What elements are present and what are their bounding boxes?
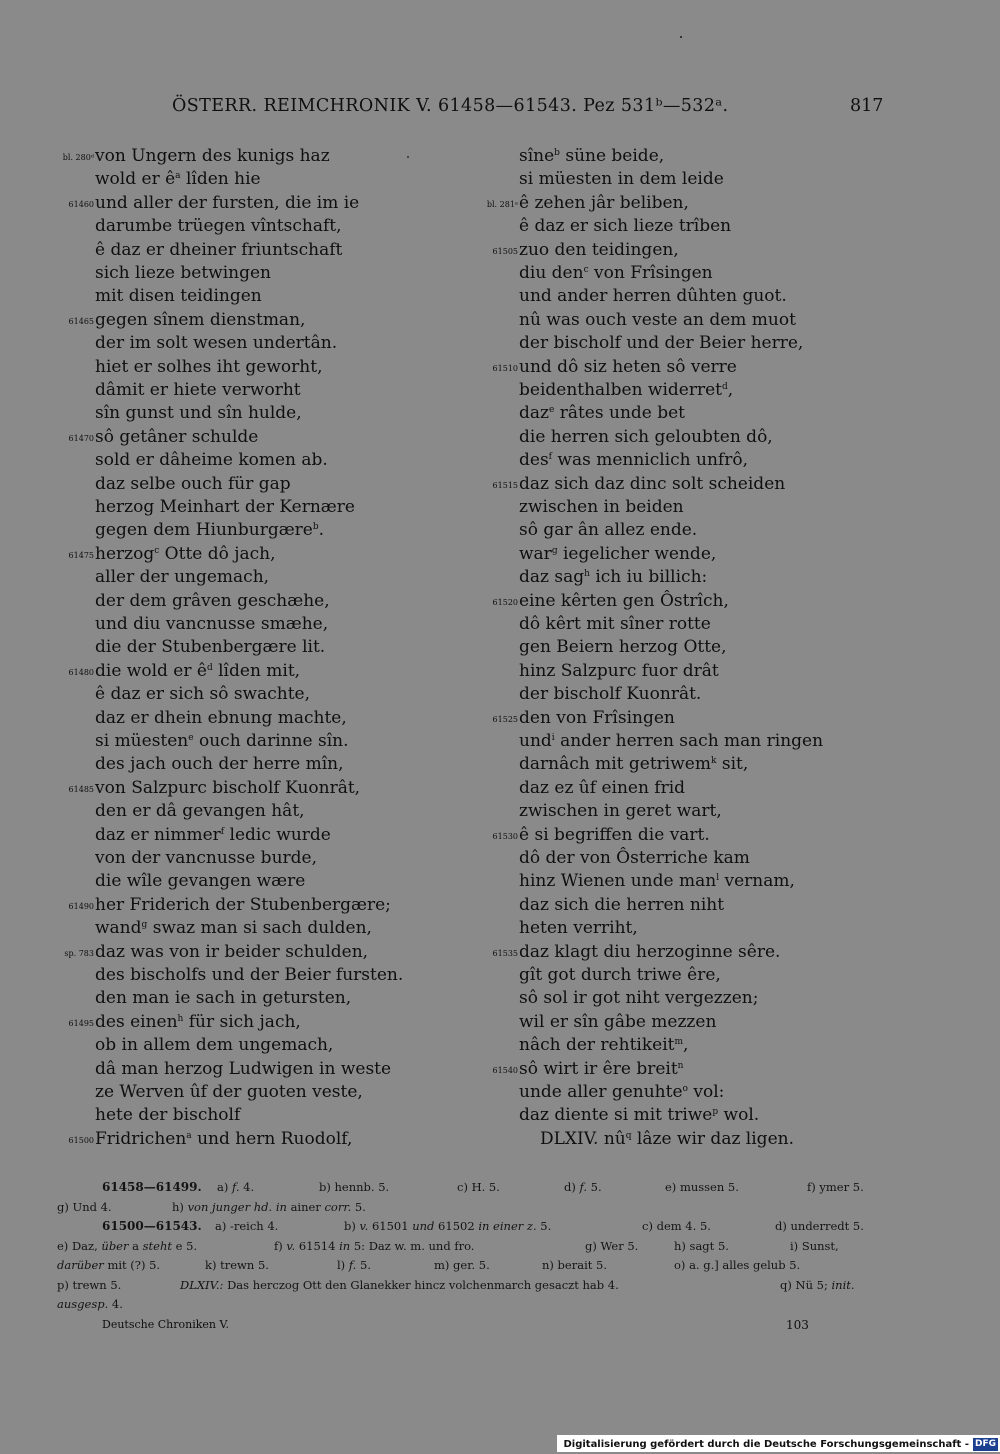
line-number: 61495 [68,1018,94,1028]
verse-text: dâmit er hiete verworht [95,380,301,400]
verse-text: sich lieze betwingen [95,263,271,283]
footnote-line [57,1278,880,1297]
verse-line [0,566,470,589]
footnote-line [57,1180,880,1199]
line-number: 61540 [492,1065,518,1075]
verse-text: hete der bischolf [95,1105,241,1126]
funding-text: Digitalisierung gefördert durch die Deutsche Forschungsgemeinschaft - [563,1438,969,1450]
verse-line [0,964,470,987]
verse-line [0,309,470,332]
footnote-entry: 61500—61543. [102,1219,202,1233]
verse-line [0,1058,470,1081]
verse-line [470,1034,1000,1057]
verse-line [0,519,470,542]
verse-text: und ander herren dûhten guot. [519,286,787,307]
verse-text: ê zehen jâr beliben, [519,192,689,213]
verse-line [0,1081,470,1104]
verse-line [0,590,470,613]
verse-text: ê daz er dheiner friuntschaft [95,239,343,260]
verse-text: sô getâner schulde [95,426,259,447]
footnote-entry: b) hennb. 5. [319,1180,390,1194]
verse-text: sô sol ir got niht vergezzen; [519,988,759,1009]
line-number: 61490 [68,901,94,911]
verse-line [470,262,1000,285]
verse-text: gen Beiern herzog Otte, [519,637,727,658]
verse-line [470,707,1000,730]
verse-line [470,1081,1000,1104]
verse-line [0,402,470,425]
verse-line [0,239,470,262]
footnote-line [57,1297,880,1316]
verse-text: eine kêrten gen Ôstrîch, [519,590,729,611]
verse-text: die herren sich geloubten dô, [519,426,773,447]
verse-line [470,730,1000,753]
verse-line [470,824,1000,847]
verse-text: daz sich daz dinc solt scheiden [519,473,786,494]
verse-text: des$^f$ was menniclich unfrô, [519,450,748,471]
verse-line [0,543,470,566]
footnote-entry: b) v. 61501 und 61502 in einer z. 5. [344,1219,552,1233]
verse-line [470,683,1000,706]
verse-text: her Friderich der Stubenbergære; [95,894,391,915]
verse-line [0,753,470,776]
footnote-entry: d) underredt 5. [775,1219,864,1233]
verse-text: war$^g$ iegelicher wende, [519,543,717,564]
verse-text: die wold er $ê^d$ lîden mit, [95,660,301,681]
verse-text: si müesten$^e$ ouch darinne sîn. [95,731,349,751]
footnote-entry: DLXIV.: Das herczog Ott den Glanekker hincz volchenmarch gesaczt hab 4. [180,1277,619,1292]
line-number: 61480 [68,667,94,677]
verse-text: hiet er solhes iht geworht, [95,356,323,377]
verse-line [470,496,1000,519]
verse-line [0,870,470,893]
verse-text: der bischolf und der Beier herre, [519,333,804,354]
footnote-entry: h) sagt 5. [674,1238,729,1253]
verse-line [0,660,470,683]
verse-line [470,332,1000,355]
verse-line [470,168,1000,191]
verse-text: unde aller genuhte$^o$ vol: [519,1082,725,1102]
verse-text: ê si begriffen die vart. [519,824,710,845]
verse-text: wil er sîn gâbe mezzen [519,1011,717,1032]
verse-line [0,145,470,168]
verse-line [470,449,1000,472]
line-number: 61515 [492,480,518,490]
verse-text: ze Werven ûf der guoten veste, [95,1082,363,1102]
verse-line [0,847,470,870]
verse-text: sîn gunst und sîn hulde, [95,403,302,424]
verse-line [0,730,470,753]
line-number: 61505 [492,246,518,256]
verse-line [470,566,1000,589]
line-number: 61500 [68,1135,94,1145]
verse-line [0,1104,470,1127]
verse-text: zwischen in geret wart, [519,801,722,822]
verse-line [470,192,1000,215]
verse-line [470,1058,1000,1081]
verse-line [0,800,470,823]
footnote-entry: d) f. 5. [564,1180,602,1194]
footnote-entry: ausgesp. 4. [57,1297,123,1311]
footnote-entry: g) Wer 5. [585,1238,639,1253]
verse-line [470,870,1000,893]
verse-line [0,285,470,308]
verse-line [470,285,1000,308]
verse-text: daz er dhein ebnung machte, [95,707,347,728]
footnote-entry: c) H. 5. [457,1180,500,1194]
verse-text: beidenthalben widerret$^d$, [519,380,734,400]
verse-line [0,613,470,636]
verse-line [470,426,1000,449]
line-number: 61530 [492,831,518,841]
footnote-entry: f) ymer 5. [807,1180,864,1194]
verse-text: nû was ouch veste an dem muot [519,309,796,330]
verse-line [470,215,1000,238]
verse-text: von Salzpurc bischolf Kuonrât, [95,777,361,798]
verse-line [470,1128,1000,1151]
verse-line [0,379,470,402]
footnote-entry: o) a. g.] alles gelub 5. [674,1258,801,1272]
verse-text: die der Stubenbergære lit. [95,637,326,658]
line-number: 61465 [68,316,94,326]
dfg-logo: DFG [974,1438,996,1449]
verse-text: und dô siz heten sô verre [519,356,737,377]
verse-text: von der vancnusse burde, [95,848,317,868]
verse-line [0,987,470,1010]
verse-line [470,379,1000,402]
footnote-entry: darüber mit (?) 5. [57,1258,161,1272]
verse-line [470,894,1000,917]
verse-text: daz selbe ouch für gap [95,473,291,494]
verse-line [0,917,470,940]
verse-line [0,192,470,215]
verse-text: gît got durch triwe êre, [519,965,721,985]
verse-text: hinz Wienen unde man$^l$ vernam, [519,871,795,892]
verse-text: sô gar ân allez ende. [519,520,698,541]
verse-text: den er dâ gevangen hât, [95,801,305,822]
line-number: bl. 281ᵃ [486,199,518,209]
verse-line [470,145,1000,168]
footnote-entry: k) trewn 5. [205,1258,269,1272]
verse-line [0,1034,470,1057]
footnote-entry: f) v. 61514 in 5: Daz w. m. und fro. [274,1238,475,1253]
verse-text: sold er dâheime komen ab. [95,450,328,471]
verse-line [0,1128,470,1151]
verse-line [470,590,1000,613]
signature-mark: Deutsche Chroniken V. [102,1318,229,1331]
page-header [0,96,1000,126]
verse-text: herzog$^c$ Otte dô jach, [95,543,276,564]
verse-text: den von Frîsingen [519,707,675,728]
verse-text: mit disen teidingen [95,286,262,307]
line-number: sp. 783 [64,948,94,958]
verse-text: sîne$^b$ süne beide, [519,146,665,166]
footnote-entry: g) Und 4. [57,1199,112,1214]
page-number: 817 [850,96,884,116]
verse-line [0,426,470,449]
verse-line [470,777,1000,800]
verse-text: ê daz er sich sô swachte, [95,684,311,705]
verse-text: dô kêrt mit sîner rotte [519,614,711,634]
sheet-number: 103 [786,1318,809,1332]
line-number: 61510 [492,363,518,373]
footnote-entry: l) f. 5. [337,1258,371,1272]
footnote-entry: m) ger. 5. [434,1258,490,1272]
verse-text: zwischen in beiden [519,497,684,517]
verse-line [0,496,470,519]
verse-line [470,941,1000,964]
footnote-entry: a) f. 4. [217,1180,255,1194]
verse-line [0,262,470,285]
footnote-entry: a) -reich 4. [215,1219,279,1233]
footnote-entry: e) Daz, über a steht e 5. [57,1238,198,1253]
line-number: 61525 [492,714,518,724]
verse-text: wold er $ê^a$ lîden hie [95,169,261,190]
footnote-entry: h) von junger hd. in ainer corr. 5. [172,1199,366,1214]
line-number: 61460 [68,199,94,209]
verse-line [0,168,470,191]
scan-speck [680,36,682,38]
footnote-line [57,1200,880,1219]
verse-text: zuo den teidingen, [519,239,679,260]
verse-text: daz was von ir beider schulden, [95,941,369,962]
footnote-entry: q) Nü 5; init. [780,1277,855,1292]
verse-line [0,683,470,706]
verse-text: hinz Salzpurc fuor drât [519,660,719,681]
line-number: 61470 [68,433,94,443]
verse-text: heten verriht, [519,918,638,939]
verse-text: ê daz er sich lieze trîben [519,216,732,237]
footnote-line [57,1258,880,1277]
page-footer [0,1318,1000,1338]
verse-text: und aller der fursten, die im ie [95,192,360,213]
verse-line [470,519,1000,542]
footnote-entry: e) mussen 5. [665,1180,739,1194]
verse-line [470,636,1000,659]
verse-text: der bischolf Kuonrât. [519,684,702,705]
verse-line [470,356,1000,379]
verse-text: und$^i$ ander herren sach man ringen [519,731,824,751]
verse-line [0,824,470,847]
verse-text: daz ez ûf einen frid [519,777,686,798]
verse-text: sô wirt ir êre breit$^n$ [519,1058,684,1079]
verse-text: dâ man herzog Ludwigen in weste [95,1058,392,1079]
verse-line [470,800,1000,823]
verse-line [470,917,1000,940]
verse-line [0,1011,470,1034]
verse-text: daz klagt diu herzoginne sêre. [519,941,781,962]
verse-line [0,777,470,800]
verse-text: daz$^e$ râtes unde bet [519,403,686,424]
running-title: ÖSTERR. REIMCHRONIK V. 61458—61543. Pez 531ᵇ—532ᵃ. [172,96,729,116]
verse-line [470,309,1000,332]
verse-line [0,356,470,379]
verse-text: gegen sînem dienstman, [95,309,306,330]
verse-line [470,964,1000,987]
verse-line [470,613,1000,636]
verse-line [0,449,470,472]
verse-text: nâch der rehtikeit$^m$, [519,1035,689,1056]
verse-text: si müesten in dem leide [519,169,724,190]
verse-text: darnâch mit getriwem$^k$ sit, [519,754,749,775]
verse-line [470,753,1000,776]
verse-line [470,402,1000,425]
line-number: bl. 280ᵈ [62,153,94,162]
verse-text: des jach ouch der herre mîn, [95,754,344,775]
verse-line [470,473,1000,496]
line-number: 61520 [492,597,518,607]
verse-text: DLXIV. $nû^q$ lâze wir daz ligen. [540,1128,794,1149]
line-number: 61535 [492,948,518,958]
verse-line [0,332,470,355]
footnote-line [57,1239,880,1258]
verse-line [0,894,470,917]
footnote-entry: n) berait 5. [542,1258,607,1272]
verse-text: ob in allem dem ungemach, [95,1035,334,1056]
line-number: 61485 [68,784,94,794]
footnote-entry: i) Sunst, [790,1238,839,1253]
verse-text: des einen$^h$ für sich jach, [95,1011,301,1032]
verse-text: wand$^g$ swaz man si sach dulden, [95,918,372,939]
verse-text: den man ie sach in getursten, [95,988,352,1009]
verse-text: aller der ungemach, [95,567,270,588]
verse-text: darumbe trüegen vîntschaft, [95,216,342,237]
footnote-line [57,1219,880,1238]
verse-text: von Ungern des kunigs haz [95,146,330,166]
footnote-entry: 61458—61499. [102,1180,202,1194]
verse-line [0,473,470,496]
funding-banner [557,1435,1000,1452]
verse-text: Fridrichen$^a$ und hern Ruodolf, [95,1128,353,1149]
verse-line [470,660,1000,683]
verse-text: daz sich die herren niht [519,894,725,915]
verse-text: gegen dem Hiunburgære$^b$. [95,520,325,541]
verse-line [470,543,1000,566]
verse-line [470,1011,1000,1034]
verse-line [470,847,1000,870]
verse-text: und diu vancnusse smæhe, [95,614,329,634]
verse-line [0,941,470,964]
verse-line [470,987,1000,1010]
verse-text: des bischolfs und der Beier fursten. [95,965,404,985]
verse-text: diu den$^c$ von Frîsingen [519,263,713,283]
verse-text: herzog Meinhart der Kernære [95,497,355,517]
verse-line [0,707,470,730]
verse-text: daz diente si mit triwe$^p$ wol. [519,1105,760,1126]
line-number: 61475 [68,550,94,560]
verse-text: der im solt wesen undertân. [95,333,338,354]
verse-text: daz er nimmer$^f$ ledic wurde [95,824,331,845]
verse-text: dô der von Ôsterriche kam [519,848,750,868]
verse-line [470,1104,1000,1127]
verse-line [0,215,470,238]
verse-text: daz sag$^h$ ich iu billich: [519,567,708,588]
verse-text: der dem grâven geschæhe, [95,590,330,611]
footnote-entry: p) trewn 5. [57,1277,122,1292]
verse-line [470,239,1000,262]
verse-line [0,636,470,659]
verse-text: die wîle gevangen wære [95,871,306,892]
footnote-entry: c) dem 4. 5. [642,1219,711,1233]
